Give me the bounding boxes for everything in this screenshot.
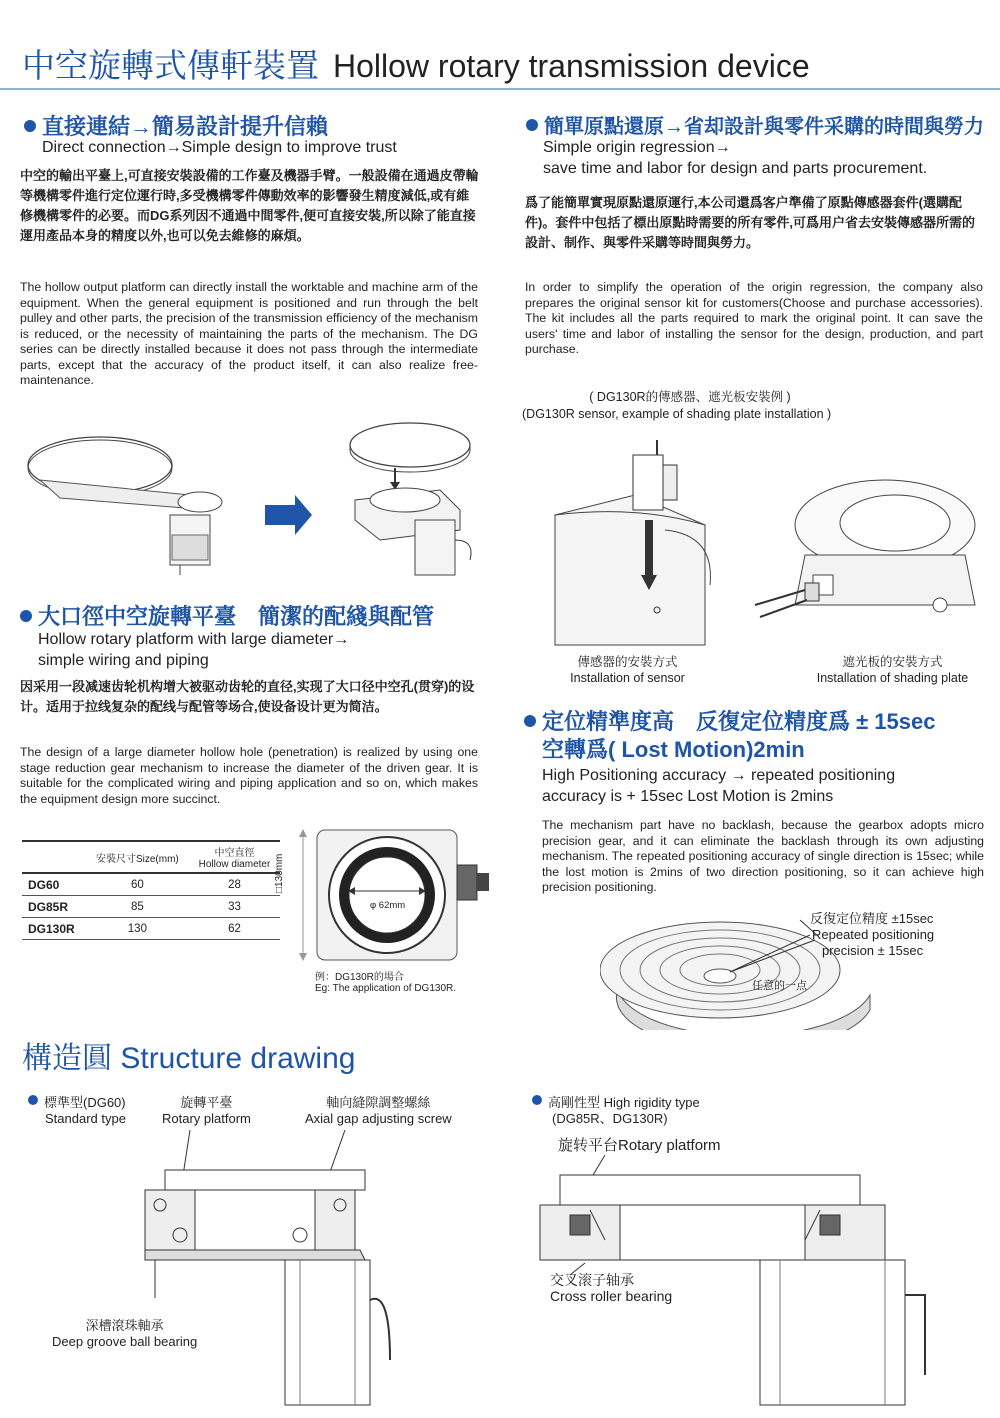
sec2-fig-cn: ( DG130R的傳感器、遮光板安裝例 ) [589,390,791,404]
sec1-sub: Direct connection→Simple design to improve trust [42,139,397,156]
sensor-installation-figure [545,435,985,650]
sec4-heading2: 空轉爲( Lost Motion)2min [542,737,805,762]
example-en: Eg: The application of DG130R. [315,983,457,994]
any-point-label: 任意的一点 [752,980,807,992]
dim-side: □130mm [274,853,285,893]
rotary-platform-label-2: 旋转平台Rotary platform [558,1137,721,1154]
sec2-heading: 簡單原點還原→省却設計與零件采購的時間與勞力 [526,110,984,139]
standard-structure-drawing [135,1130,465,1415]
table-row: DG130R 130 62 [22,918,280,940]
sec4-sub1: High Positioning accuracy → repeated positioning [542,767,896,784]
sec3-en: The design of a large diameter hollow hole (penetration) is realized by using one stage reduction gear mechanism to increase the diameter of the driven gear. It is suitable for the complicated wiring and piping application and so on, which makes the equipment design more succinct. [20,745,478,806]
sec2-sub1: Simple origin regression→ [543,139,731,156]
sec3-cn: 因采用一段减速齿轮机构增大被驱动齿轮的直径,实现了大口径中空孔(贯穿)的设计。适用于拉线复杂的配线与配管等场合,使设备设计更为简洁。 [20,679,475,714]
bullet-icon [20,610,32,622]
title-cn: 中空旋轉式傳軒裝置 [22,47,319,84]
table-row: DG60 60 28 [22,873,280,896]
shade-caption-cn: 遮光板的安裝方式 [842,655,943,669]
sec3-heading: 大口徑中空旋轉平臺 簡潔的配綫與配管 [20,600,434,631]
sensor-caption-en: Installation of sensor [570,671,685,685]
bullet-icon [28,1095,38,1105]
title-rule [0,88,1000,90]
sec2-en: In order to simplify the operation of the origin regression, the company also prepares the original sensor kit for customers(Choose and purchase accessories). The kit includes all the parts required to mark the original point. It can save the users' time and labor of installing the sensor for the design, production, and part purchase. [525,280,983,356]
deep-groove-label: 深槽滾珠軸承 Deep groove ball bearing [52,1318,198,1349]
sec2-sub2: save time and labor for design and parts procurement. [543,160,928,177]
sec2-fig-en: (DG130R sensor, example of shading plate installation ) [522,407,832,421]
sec4-heading1: 定位精準度高 反復定位精度爲 ± 15sec [524,705,935,736]
sensor-illustration [555,440,710,645]
belt-drive-illustration [28,437,222,575]
sec3-sub2: simple wiring and piping [38,652,209,669]
positioning-accuracy-figure [600,910,995,1030]
bullet-icon [532,1095,542,1105]
right-arrow-icon [265,495,312,535]
col-size: 安裝尺寸Size(mm) [86,841,189,873]
bullet-icon [524,715,536,727]
shade-caption-en: Installation of shading plate [816,671,969,685]
dim-hole: φ 62mm [370,900,406,911]
sec4-en: The mechanism part have no backlash, because the gearbox adopts micro precision gear, and it can eliminate the backlash through its own adjusting mechanism. The repeated positioning accuracy of single direction is 15sec; while the lost motion is 2mins of two direction positioning, so it can achieve high precision positioning. [542,818,984,894]
axial-gap-label: 軸向縫隙調整螺絲 Axial gap adjusting screw [305,1095,452,1126]
shading-plate-illustration [755,480,975,617]
example-cn: 例：DG130R的場合 [315,972,404,983]
sec2-cn: 爲了能簡單實現原點還原運行,本公司還爲客户準備了原點傳感器套件(選購配件)。套件中包括了標出原點時需要的所有零件,可爲用户省去安裝傳感器所需的設計、制作、與零件采購等時間與勞力。 [525,195,975,250]
sec4-sub2: accuracy is + 15sec Lost Motion is 2mins [542,788,834,805]
rotary-platform-label: 旋轉平臺 Rotary platform [162,1095,251,1126]
sec1-heading: 直接連結→簡易設計提升信賴 [24,110,328,141]
table-header-row [22,841,280,873]
spec-table [22,840,280,940]
accuracy-label-en2: precision ± 15sec [822,943,924,958]
structure-title: 構造圓 Structure drawing [22,1042,356,1075]
title-en: Hollow rotary transmission device [333,48,810,84]
sensor-caption-cn: 傳感器的安裝方式 [577,655,678,669]
bullet-icon [526,119,538,131]
cross-roller-label: 交叉滚子轴承 Cross roller bearing [550,1272,673,1304]
hollow-diameter-figure [285,825,500,970]
sec3-sub1: Hollow rotary platform with large diameter→ [38,631,350,648]
direct-connection-figure [20,420,480,590]
high-rigidity-label: 高剛性型 High rigidity type (DG85R、DG130R) [532,1095,700,1127]
accuracy-label-en1: Repeated positioning [812,927,935,942]
bullet-icon [24,120,36,132]
sec1-en: The hollow output platform can directly install the worktable and machine arm of the equipment. When the general equipment is positioned and run through the belt pulley and other parts, the precision of the transmission efficiency of the mechanism is reduced, or the necessity of maintaining the parts of the mechanism. The DG series can be directly installed because it does not pass through the intermediate parts, except that the accuracy of the product itself, it can also realize free-maintenance. [20,280,478,387]
direct-drive-illustration [350,423,471,575]
accuracy-label-cn: 反復定位精度 ±15sec [810,911,934,926]
standard-type-label: 標準型(DG60) Standard type [28,1095,126,1127]
page-title [22,40,810,87]
sec1-cn: 中空的輸出平臺上,可直接安裝設備的工作臺及機器手臂。一般設備在通過皮帶輪等機構零件進行定位運行時,多受機構零件傳動效率的影響發生精度減低,或有維修機構零件的必要。而DG系列因不通過中間零件,便可直接安裝,所以除了能直接運用產品本身的精度以外,也可以免去維修的麻煩。 [20,168,479,243]
table-row: DG85R 85 33 [22,896,280,918]
col-hollow: 中空直徑 Hollow diameter [189,841,280,873]
